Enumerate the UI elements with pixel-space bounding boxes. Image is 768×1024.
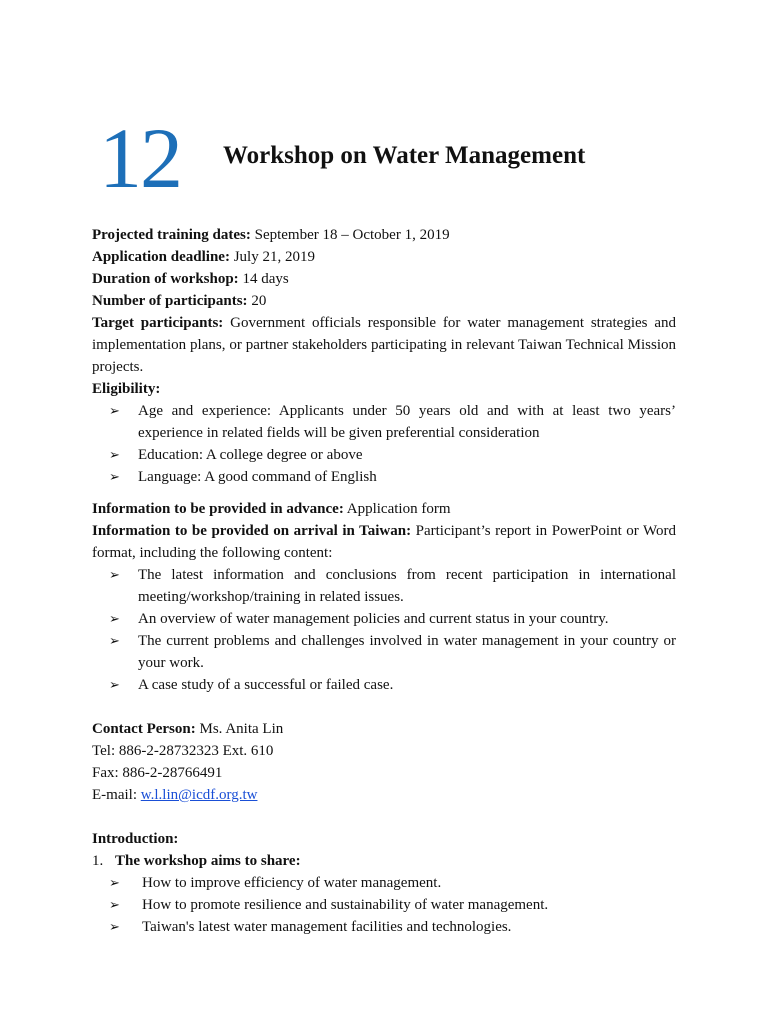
arrival-info-value: Participant’s report in PowerPoint or Word format, including the following content: [92,523,676,561]
arrowhead-bullet-icon: ➢ [109,897,120,912]
arrowhead-bullet-icon: ➢ [109,633,120,648]
advance-info-value: Application form [346,501,451,517]
arrowhead-bullet-icon: ➢ [109,919,120,934]
list-item [92,564,676,608]
duration-value: 14 days [242,271,289,287]
training-dates-label: Projected training dates: [92,227,251,243]
section-number: 12 [99,110,181,206]
advance-info-line [92,498,676,520]
list-item [92,916,676,938]
report-content-list [92,564,676,696]
list-item [92,630,676,674]
contact-person-label: Contact Person: [92,721,196,737]
contact-fax: Fax: 886-2-28766491 [92,765,223,781]
arrowhead-bullet-icon: ➢ [109,567,120,582]
deadline-line [92,246,676,268]
list-item-text: An overview of water management policies and current status in your country. [138,611,609,627]
introduction-heading [92,828,676,850]
list-item-text: The latest information and conclusions from recent participation in international meeting/workshop/training in related issues. [138,567,676,605]
contact-person-line [92,718,676,740]
participants-label: Number of participants: [92,293,248,309]
list-item-text: Age and experience: Applicants under 50 years old and with at least two years’ experience in related fields will be given preferential consideration [138,403,676,441]
list-item-text: The current problems and challenges involved in water management in your country or your work. [138,633,676,671]
deadline-value: July 21, 2019 [233,249,315,265]
arrowhead-bullet-icon: ➢ [109,875,120,890]
document-body [92,224,676,938]
training-dates-value: September 18 – October 1, 2019 [254,227,450,243]
list-item-text: How to improve efficiency of water management. [142,875,442,891]
arrival-info-label: Information to be provided on arrival in Taiwan: [92,523,412,539]
numbered-point [92,850,676,872]
arrowhead-bullet-icon: ➢ [109,469,120,484]
target-value: Government officials responsible for water management strategies and implementation plans, or partner stakeholders participating in relevant Taiwan Technical Mission projects. [92,315,676,375]
participants-value: 20 [251,293,267,309]
point-number: 1. [92,853,104,869]
contact-person-value: Ms. Anita Lin [199,721,284,737]
deadline-label: Application deadline: [92,249,230,265]
eligibility-heading-text: Eligibility: [92,381,161,397]
eligibility-heading [92,378,676,400]
arrowhead-bullet-icon: ➢ [109,611,120,626]
arrowhead-bullet-icon: ➢ [109,403,120,418]
contact-email-line [92,784,676,806]
point-title: The workshop aims to share: [115,853,301,869]
introduction-heading-text: Introduction: [92,831,179,847]
list-item-text: Education: A college degree or above [138,447,363,463]
contact-tel: Tel: 886-2-28732323 Ext. 610 [92,743,274,759]
arrowhead-bullet-icon: ➢ [109,677,120,692]
list-item [92,444,676,466]
email-link[interactable]: w.l.lin@icdf.org.tw [140,787,258,803]
spacer [92,806,676,828]
list-item [92,674,676,696]
duration-label: Duration of workshop: [92,271,239,287]
arrowhead-bullet-icon: ➢ [109,447,120,462]
spacer [92,488,676,498]
training-dates-line [92,224,676,246]
list-item-text: How to promote resilience and sustainability of water management. [142,897,549,913]
aims-list [92,872,676,938]
list-item-text: Language: A good command of English [138,469,377,485]
list-item [92,400,676,444]
list-item-text: A case study of a successful or failed case. [138,677,394,693]
duration-line [92,268,676,290]
eligibility-list [92,400,676,488]
list-item [92,608,676,630]
list-item-text: Taiwan's latest water management facilities and technologies. [142,919,512,935]
list-item [92,872,676,894]
page-title: Workshop on Water Management [223,142,586,169]
target-label: Target participants: [92,315,224,331]
list-item [92,894,676,916]
list-item [92,466,676,488]
advance-info-label: Information to be provided in advance: [92,501,344,517]
arrival-info-paragraph [92,520,676,564]
participants-line [92,290,676,312]
spacer [92,696,676,718]
target-participants-paragraph [92,312,676,378]
email-label: E-mail: [92,787,137,803]
